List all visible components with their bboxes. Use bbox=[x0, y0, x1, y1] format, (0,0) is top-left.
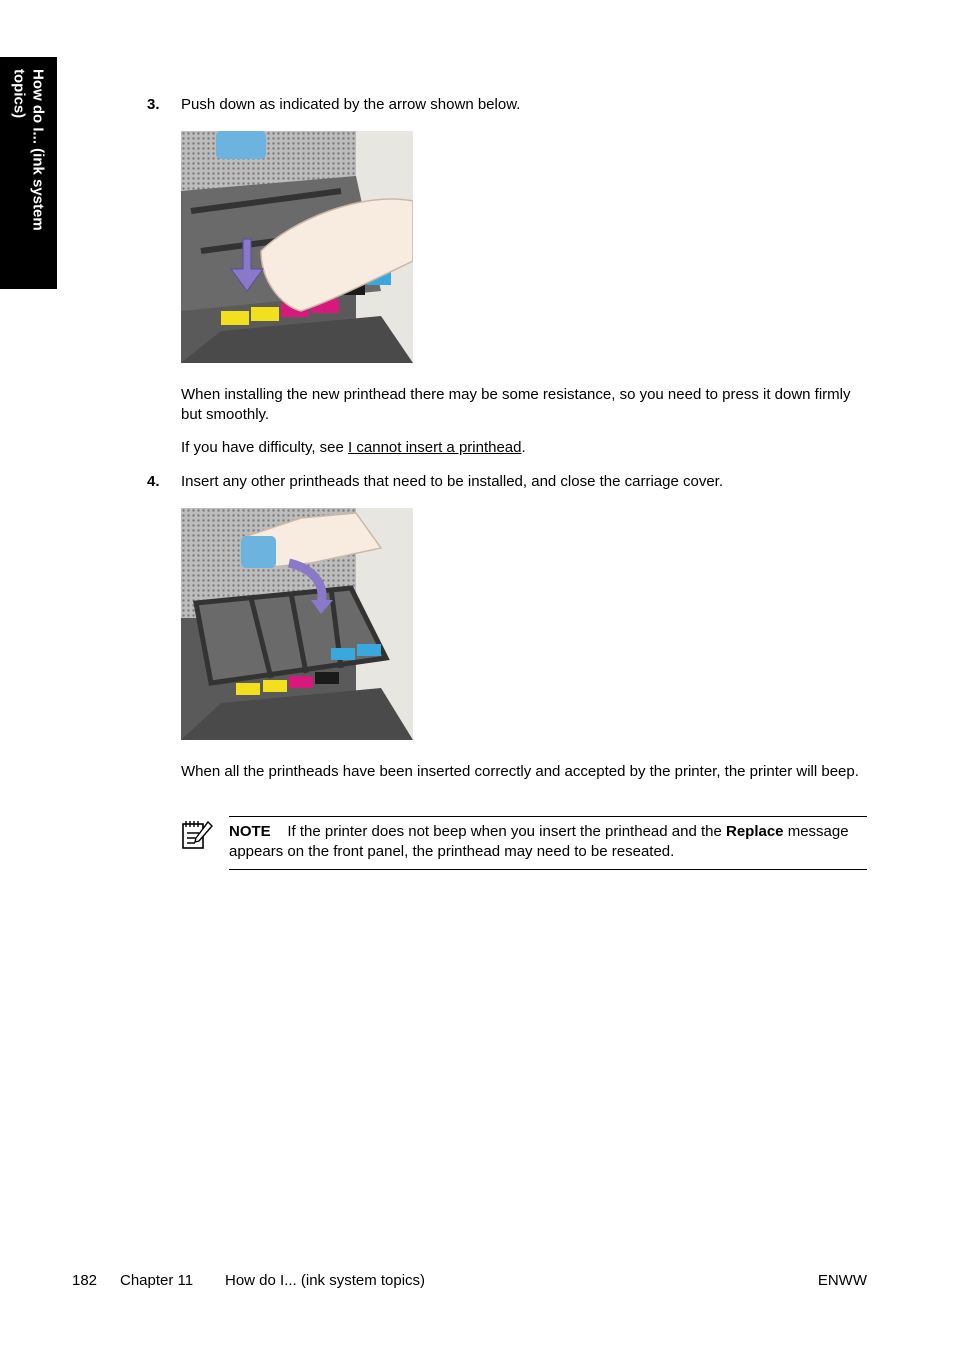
resistance-paragraph: When installing the new printhead there may be some resistance, so you need to press it down firmly but smoothly. bbox=[181, 386, 851, 423]
note-bold-word: Replace bbox=[725, 823, 784, 840]
cannot-insert-printhead-link[interactable]: I cannot insert a printhead bbox=[348, 439, 522, 456]
footer-page-number: 182 bbox=[72, 1272, 98, 1289]
step-3-text: Push down as indicated by the arrow shown below. bbox=[181, 96, 521, 113]
beep-paragraph: When all the printheads have been inserted correctly and accepted by the printer, the printer will beep. bbox=[181, 763, 859, 780]
side-tab-label: How do I... (ink system topics) bbox=[10, 69, 47, 231]
difficulty-suffix: . bbox=[521, 439, 526, 456]
step-4-text: Insert any other printheads that need to be installed, and close the carriage cover. bbox=[181, 473, 724, 490]
printhead-push-illustration bbox=[181, 131, 413, 363]
footer-chapter: Chapter 11 bbox=[120, 1272, 194, 1289]
note-text-before: If the printer does not beep when you insert the printhead and the bbox=[287, 823, 726, 840]
side-tab bbox=[0, 57, 57, 289]
note-box bbox=[229, 816, 867, 870]
difficulty-prefix: If you have difficulty, see bbox=[181, 439, 349, 456]
carriage-cover-illustration bbox=[181, 508, 413, 740]
footer-locale: ENWW bbox=[817, 1272, 867, 1289]
note-icon bbox=[181, 819, 213, 851]
step-4-number: 4. bbox=[147, 473, 160, 490]
note-label: NOTE bbox=[229, 823, 271, 840]
difficulty-paragraph bbox=[181, 438, 867, 458]
figure-push-printhead bbox=[181, 131, 413, 363]
note-text-after: message appears on the front panel, the printhead may need to be reseated. bbox=[229, 823, 849, 860]
step-3-number: 3. bbox=[147, 96, 160, 113]
footer-chapter-title: How do I... (ink system topics) bbox=[225, 1272, 426, 1289]
figure-close-cover bbox=[181, 508, 413, 740]
